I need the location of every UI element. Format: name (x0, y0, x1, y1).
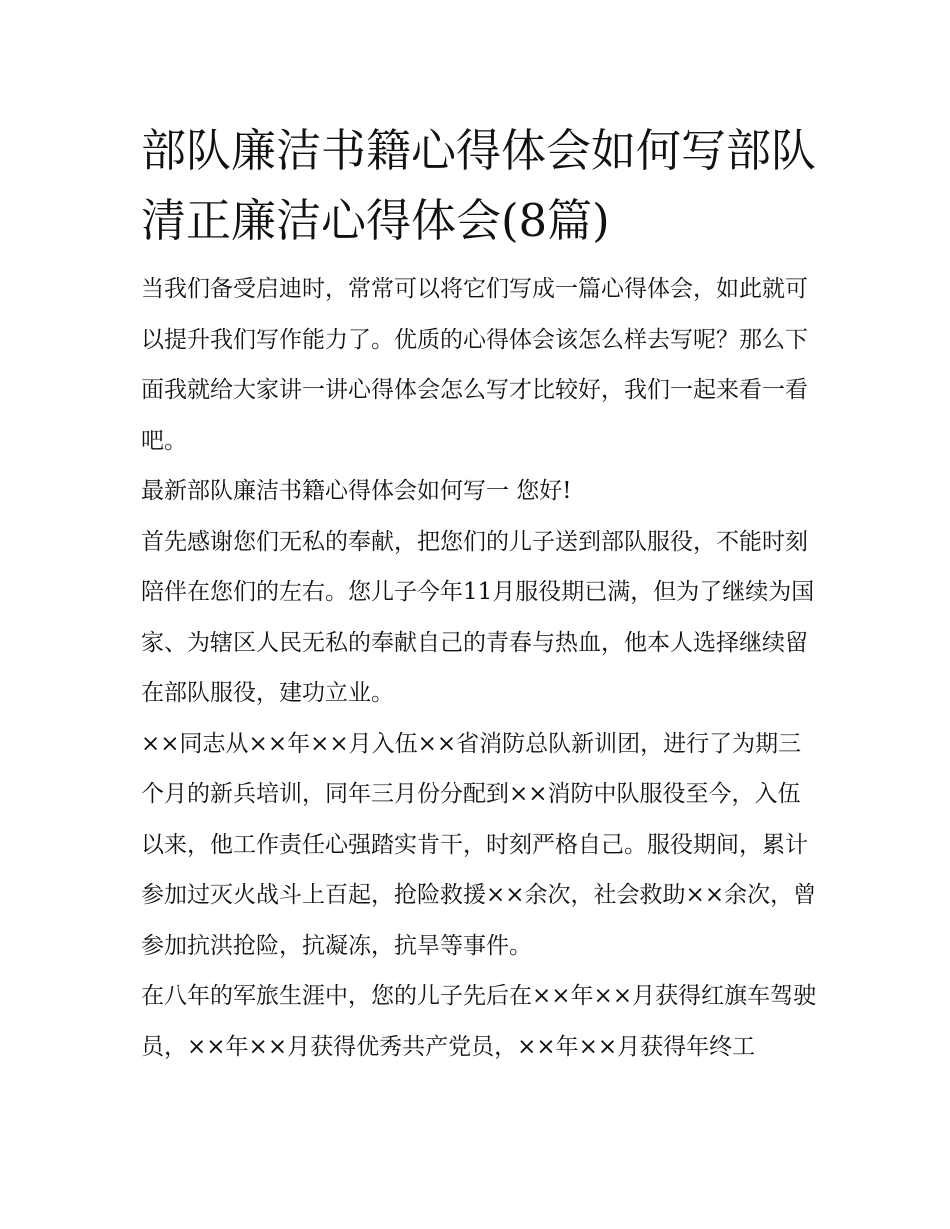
document-content (141, 116, 821, 1072)
paragraph-service-record: ××同志从××年××月入伍××省消防总队新训团，进行了为期三个月的新兵培训，同年三月份分配到××消防中队服役至今，入伍以来，他工作责任心强踏实肯干，时刻严格自己。服役期间，累计参加过灭火战斗上百起，抢险救援××余次，社会救助××余次，曾参加抗洪抢险，抗凝冻，抗旱等事件。 (141, 730, 817, 959)
paragraph-honors: 在八年的军旅生涯中，您的儿子先后在××年××月获得红旗车驾驶员，××年××月获得优秀共产党员，××年××月获得年终工 (141, 983, 817, 1060)
document-title: 部队廉洁书籍心得体会如何写部队清正廉洁心得体会(8篇) (141, 124, 817, 247)
paragraph-intro: 当我们备受启迪时，常常可以将它们写成一篇心得体会，如此就可以提升我们写作能力了。优质的心得体会该怎么样去写呢？那么下面我就给大家讲一讲心得体会怎么写才比较好，我们一起来看一看吧。 (141, 276, 808, 454)
paragraph-greeting: 最新部队廉洁书籍心得体会如何写一 您好! (141, 478, 572, 504)
paragraph-thanks: 首先感谢您们无私的奉献，把您们的儿子送到部队服役，不能时刻陪伴在您们的左右。您儿子今年11月服役期已满，但为了继续为国家、为辖区人民无私的奉献自己的青春与热血，他本人选择继续留在部队服役，建功立业。 (141, 528, 815, 706)
